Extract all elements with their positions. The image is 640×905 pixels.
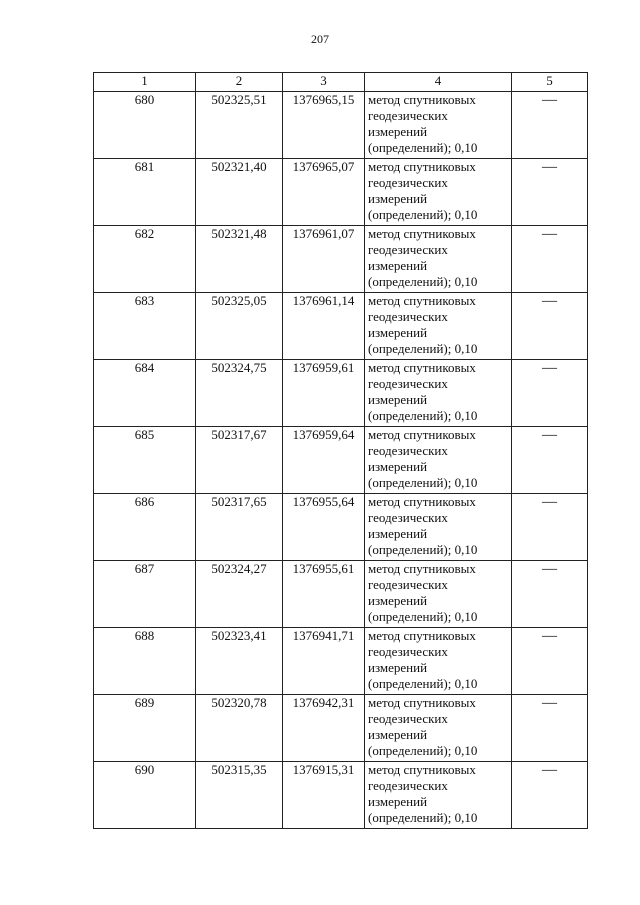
header-col-1: 1 bbox=[94, 73, 196, 92]
point-number-text: 688 bbox=[134, 628, 155, 643]
y-coordinate-cell bbox=[283, 226, 365, 293]
point-number-text: 685 bbox=[134, 427, 155, 442]
x-coordinate-text: 502321,40 bbox=[211, 159, 267, 174]
point-number-text: 686 bbox=[134, 494, 155, 509]
point-number-text: 690 bbox=[134, 762, 155, 777]
point-number-cell bbox=[94, 695, 196, 762]
note-text: — bbox=[542, 293, 557, 309]
method-cell bbox=[365, 360, 512, 427]
method-text: метод спутниковых геодезических измерений (определений); 0,10 bbox=[368, 628, 478, 691]
x-coordinate-cell bbox=[196, 494, 283, 561]
note-text: — bbox=[542, 92, 557, 108]
table-row bbox=[94, 226, 588, 293]
x-coordinate-cell bbox=[196, 159, 283, 226]
y-coordinate-cell bbox=[283, 92, 365, 159]
method-text: метод спутниковых геодезических измерений (определений); 0,10 bbox=[368, 561, 478, 624]
point-number-cell bbox=[94, 494, 196, 561]
header-col-3: 3 bbox=[283, 73, 365, 92]
table-row bbox=[94, 159, 588, 226]
y-coordinate-text: 1376955,64 bbox=[292, 494, 355, 509]
point-number-text: 687 bbox=[134, 561, 155, 576]
method-cell bbox=[365, 762, 512, 829]
y-coordinate-text: 1376961,07 bbox=[292, 226, 355, 241]
note-cell bbox=[512, 92, 588, 159]
note-cell bbox=[512, 628, 588, 695]
y-coordinate-text: 1376941,71 bbox=[292, 628, 355, 643]
x-coordinate-cell bbox=[196, 695, 283, 762]
header-col-5: 5 bbox=[512, 73, 588, 92]
table-row bbox=[94, 427, 588, 494]
table-row bbox=[94, 92, 588, 159]
note-text: — bbox=[542, 561, 557, 577]
method-cell bbox=[365, 226, 512, 293]
method-text: метод спутниковых геодезических измерений (определений); 0,10 bbox=[368, 226, 478, 289]
y-coordinate-cell bbox=[283, 494, 365, 561]
x-coordinate-text: 502317,65 bbox=[211, 494, 267, 509]
table-row bbox=[94, 494, 588, 561]
point-number-text: 680 bbox=[134, 92, 155, 107]
note-cell bbox=[512, 494, 588, 561]
method-cell bbox=[365, 695, 512, 762]
note-text: — bbox=[542, 762, 557, 778]
header-col-4: 4 bbox=[365, 73, 512, 92]
table-header-row bbox=[94, 73, 588, 92]
note-text: — bbox=[542, 159, 557, 175]
y-coordinate-text: 1376965,15 bbox=[292, 92, 355, 107]
header-col-2: 2 bbox=[196, 73, 283, 92]
note-cell bbox=[512, 360, 588, 427]
x-coordinate-cell bbox=[196, 226, 283, 293]
point-number-cell bbox=[94, 360, 196, 427]
point-number-text: 681 bbox=[134, 159, 155, 174]
note-cell bbox=[512, 561, 588, 628]
note-cell bbox=[512, 762, 588, 829]
method-cell bbox=[365, 628, 512, 695]
x-coordinate-text: 502321,48 bbox=[211, 226, 267, 241]
y-coordinate-text: 1376955,61 bbox=[292, 561, 355, 576]
x-coordinate-text: 502317,67 bbox=[211, 427, 267, 442]
note-text: — bbox=[542, 628, 557, 644]
y-coordinate-cell bbox=[283, 360, 365, 427]
point-number-cell bbox=[94, 628, 196, 695]
y-coordinate-text: 1376961,14 bbox=[292, 293, 355, 308]
x-coordinate-cell bbox=[196, 561, 283, 628]
point-number-cell bbox=[94, 159, 196, 226]
note-text: — bbox=[542, 360, 557, 376]
x-coordinate-text: 502315,35 bbox=[211, 762, 267, 777]
x-coordinate-cell bbox=[196, 427, 283, 494]
method-text: метод спутниковых геодезических измерений (определений); 0,10 bbox=[368, 293, 478, 356]
method-cell bbox=[365, 494, 512, 561]
point-number-cell bbox=[94, 427, 196, 494]
y-coordinate-text: 1376959,64 bbox=[292, 427, 355, 442]
y-coordinate-text: 1376959,61 bbox=[292, 360, 355, 375]
table-row bbox=[94, 762, 588, 829]
y-coordinate-cell bbox=[283, 561, 365, 628]
y-coordinate-text: 1376965,07 bbox=[292, 159, 355, 174]
y-coordinate-cell bbox=[283, 762, 365, 829]
x-coordinate-cell bbox=[196, 293, 283, 360]
table-row bbox=[94, 561, 588, 628]
method-cell bbox=[365, 561, 512, 628]
point-number-cell bbox=[94, 92, 196, 159]
y-coordinate-cell bbox=[283, 695, 365, 762]
y-coordinate-cell bbox=[283, 427, 365, 494]
y-coordinate-cell bbox=[283, 293, 365, 360]
method-text: метод спутниковых геодезических измерений (определений); 0,10 bbox=[368, 494, 478, 557]
y-coordinate-cell bbox=[283, 628, 365, 695]
point-number-cell bbox=[94, 762, 196, 829]
x-coordinate-cell bbox=[196, 762, 283, 829]
point-number-text: 689 bbox=[134, 695, 155, 710]
method-text: метод спутниковых геодезических измерений (определений); 0,10 bbox=[368, 92, 478, 155]
note-cell bbox=[512, 427, 588, 494]
method-text: метод спутниковых геодезических измерений (определений); 0,10 bbox=[368, 762, 478, 825]
method-cell bbox=[365, 159, 512, 226]
x-coordinate-text: 502324,75 bbox=[211, 360, 267, 375]
note-cell bbox=[512, 695, 588, 762]
table-row bbox=[94, 628, 588, 695]
note-text: — bbox=[542, 427, 557, 443]
note-cell bbox=[512, 293, 588, 360]
point-number-cell bbox=[94, 561, 196, 628]
point-number-cell bbox=[94, 226, 196, 293]
table-row bbox=[94, 695, 588, 762]
point-number-text: 683 bbox=[134, 293, 155, 308]
method-cell bbox=[365, 427, 512, 494]
method-text: метод спутниковых геодезических измерений (определений); 0,10 bbox=[368, 360, 478, 423]
note-text: — bbox=[542, 494, 557, 510]
method-cell bbox=[365, 293, 512, 360]
x-coordinate-text: 502325,05 bbox=[211, 293, 267, 308]
x-coordinate-text: 502325,51 bbox=[211, 92, 267, 107]
y-coordinate-text: 1376942,31 bbox=[292, 695, 355, 710]
x-coordinate-text: 502323,41 bbox=[211, 628, 267, 643]
method-cell bbox=[365, 92, 512, 159]
x-coordinate-text: 502324,27 bbox=[211, 561, 267, 576]
table-body bbox=[94, 92, 588, 829]
point-number-text: 682 bbox=[134, 226, 155, 241]
x-coordinate-cell bbox=[196, 628, 283, 695]
page-number: 207 bbox=[311, 32, 329, 46]
method-text: метод спутниковых геодезических измерений (определений); 0,10 bbox=[368, 427, 478, 490]
point-number-text: 684 bbox=[134, 360, 155, 375]
point-number-cell bbox=[94, 293, 196, 360]
x-coordinate-text: 502320,78 bbox=[211, 695, 267, 710]
note-text: — bbox=[542, 695, 557, 711]
table-row bbox=[94, 360, 588, 427]
note-cell bbox=[512, 226, 588, 293]
y-coordinate-text: 1376915,31 bbox=[292, 762, 355, 777]
x-coordinate-cell bbox=[196, 360, 283, 427]
coordinates-table bbox=[93, 72, 588, 829]
y-coordinate-cell bbox=[283, 159, 365, 226]
note-text: — bbox=[542, 226, 557, 242]
method-text: метод спутниковых геодезических измерений (определений); 0,10 bbox=[368, 159, 478, 222]
table-row bbox=[94, 293, 588, 360]
note-cell bbox=[512, 159, 588, 226]
method-text: метод спутниковых геодезических измерений (определений); 0,10 bbox=[368, 695, 478, 758]
x-coordinate-cell bbox=[196, 92, 283, 159]
